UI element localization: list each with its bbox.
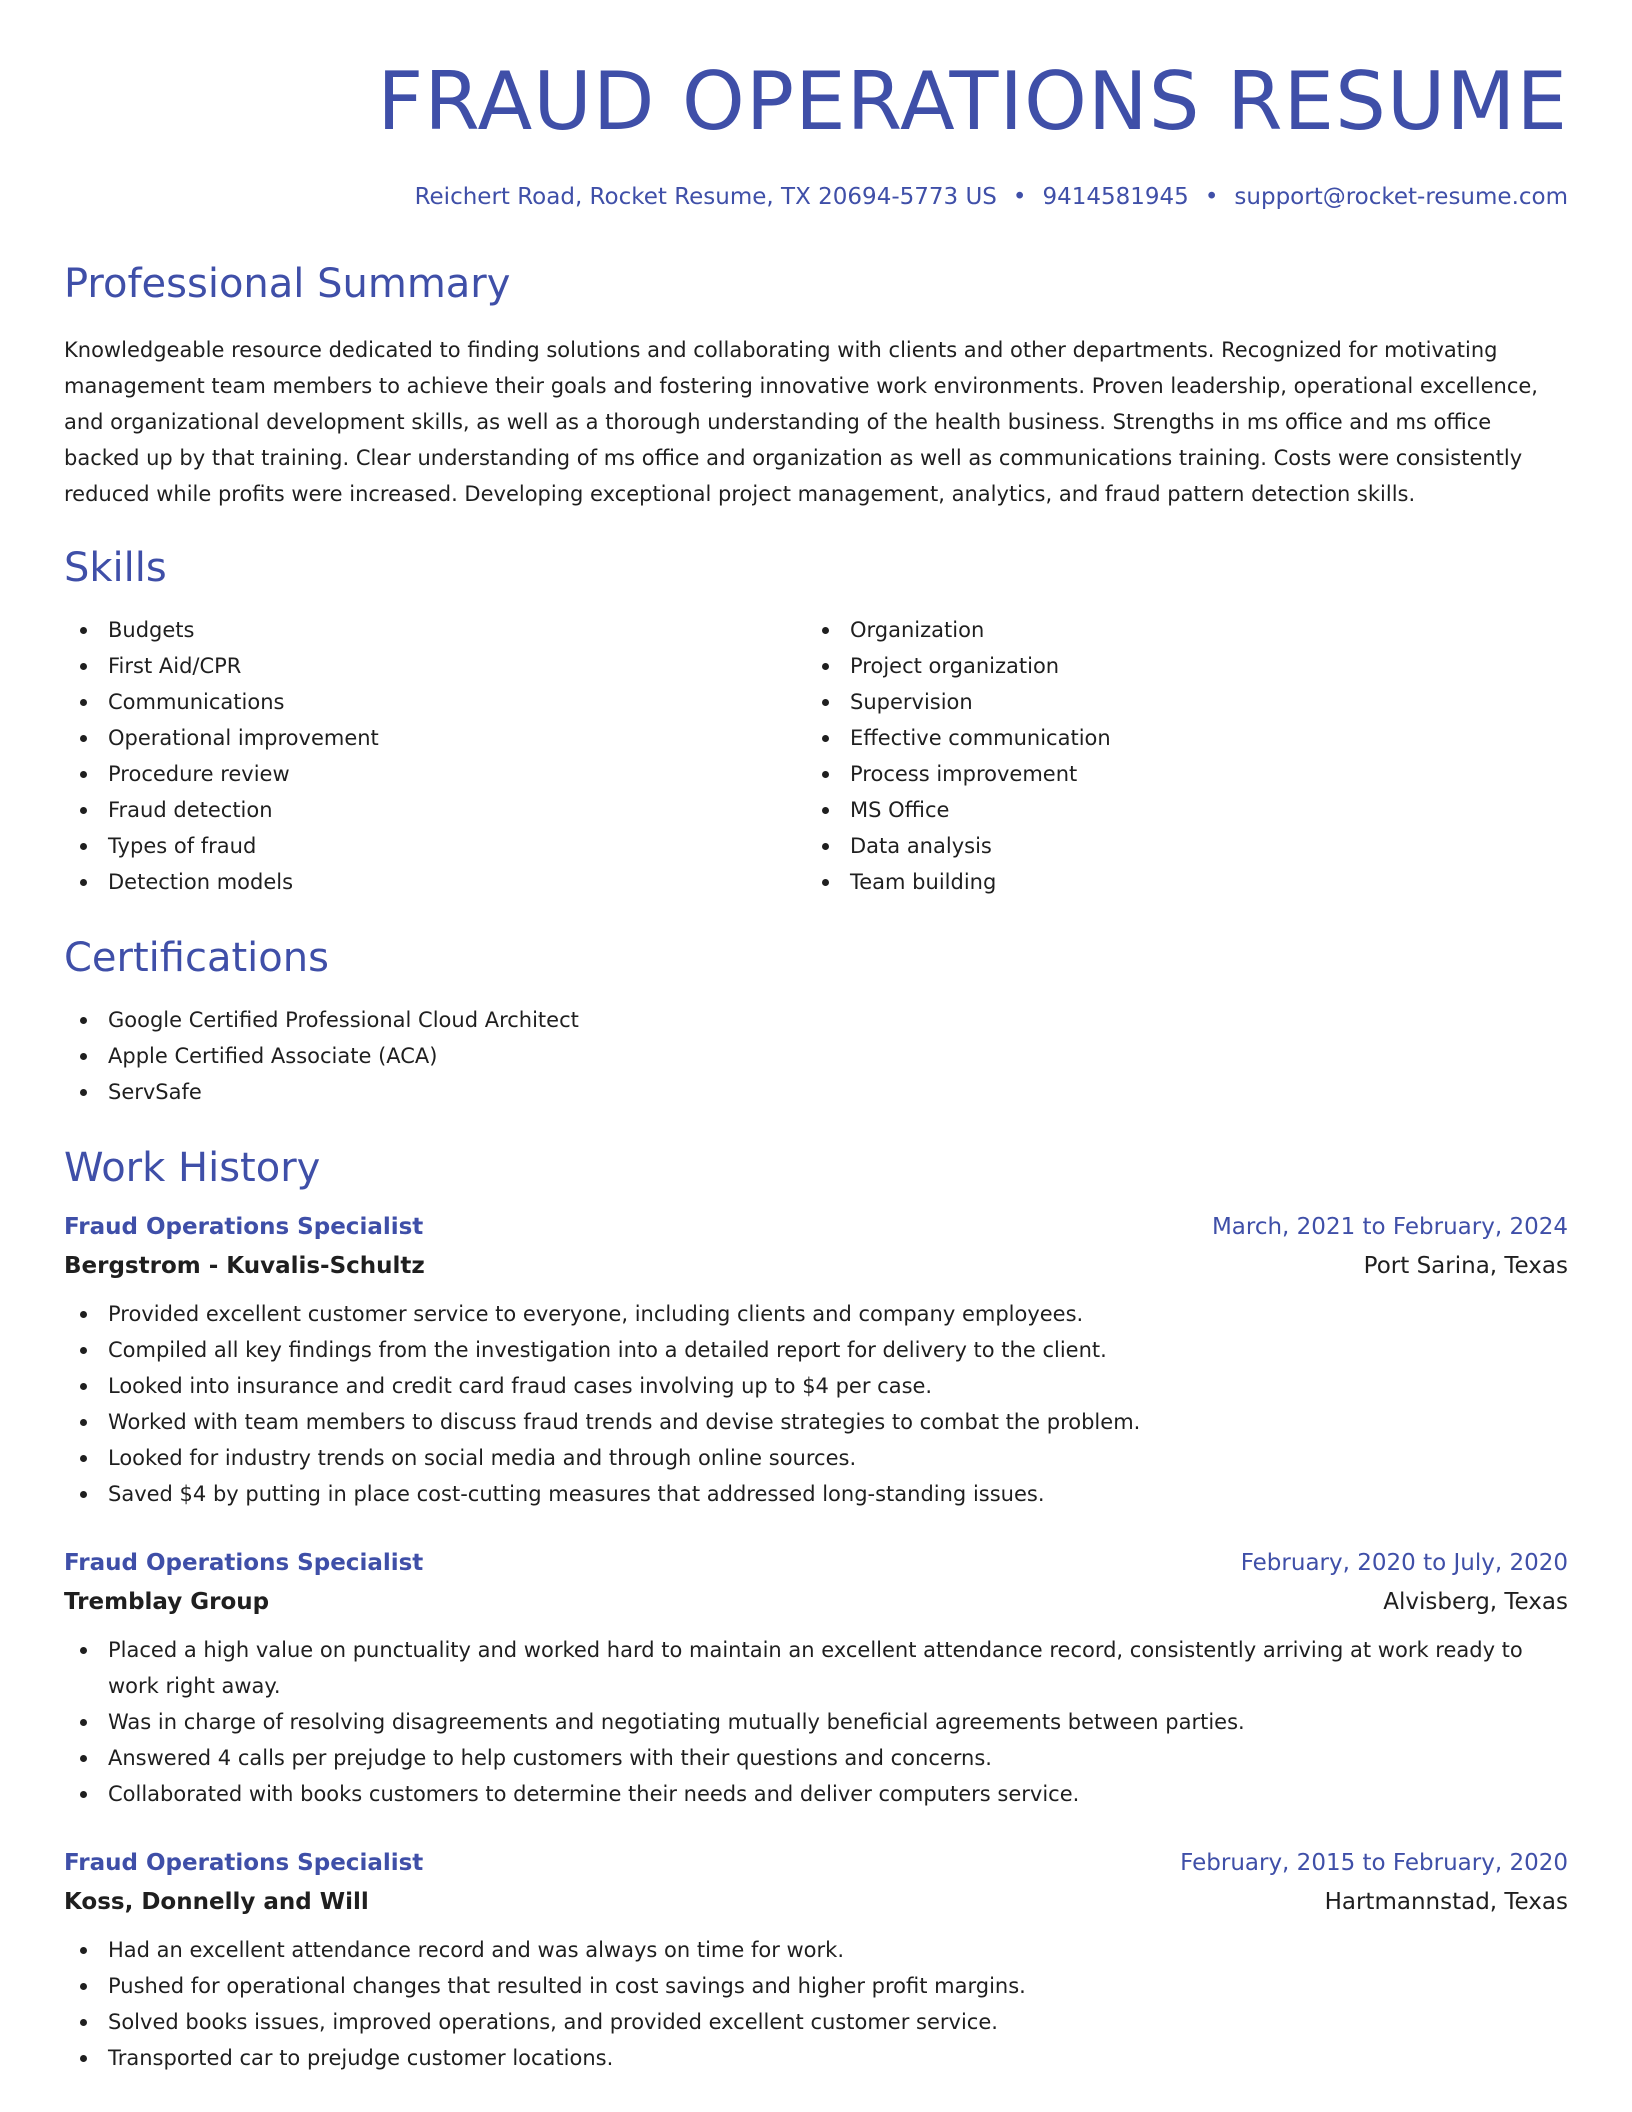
skill-item: Fraud detection xyxy=(64,792,806,828)
skills-column-right xyxy=(806,612,1548,900)
skill-item: MS Office xyxy=(806,792,1548,828)
job-bullets xyxy=(64,1296,1568,1512)
job-entry xyxy=(64,1852,1568,2076)
job-location: Alvisberg, Texas xyxy=(1383,1589,1568,1615)
skill-item: Organization xyxy=(806,612,1548,648)
job-bullet: Looked for industry trends on social media and through online sources. xyxy=(64,1440,1568,1476)
skill-item: Process improvement xyxy=(806,756,1548,792)
job-bullet: Placed a high value on punctuality and worked hard to maintain an excellent attendance record, consistently arriving at work ready to work right away. xyxy=(64,1632,1568,1704)
skill-item: Operational improvement xyxy=(64,720,806,756)
job-bullet: Pushed for operational changes that resulted in cost savings and higher profit margins. xyxy=(64,1968,1568,2004)
summary-heading: Professional Summary xyxy=(64,261,511,307)
job-dates: February, 2015 to February, 2020 xyxy=(1180,1850,1568,1876)
job-bullet: Collaborated with books customers to determine their needs and deliver computers service. xyxy=(64,1776,1568,1812)
work-history-heading: Work History xyxy=(64,1145,321,1191)
skill-item: Project organization xyxy=(806,648,1548,684)
job-bullet: Answered 4 calls per prejudge to help customers with their questions and concerns. xyxy=(64,1740,1568,1776)
job-bullet: Had an excellent attendance record and was always on time for work. xyxy=(64,1932,1568,1968)
job-title: Fraud Operations Specialist xyxy=(64,1214,424,1240)
skill-item: Budgets xyxy=(64,612,806,648)
job-bullet: Solved books issues, improved operations, and provided excellent customer service. xyxy=(64,2004,1568,2040)
skill-item: Effective communication xyxy=(806,720,1548,756)
skill-item: Communications xyxy=(64,684,806,720)
skill-item: Types of fraud xyxy=(64,828,806,864)
job-entry xyxy=(64,1552,1568,1812)
skills-grid xyxy=(64,612,1568,900)
job-location: Port Sarina, Texas xyxy=(1363,1253,1568,1279)
job-bullets xyxy=(64,1632,1568,1812)
skill-item: Supervision xyxy=(806,684,1548,720)
job-bullet: Was in charge of resolving disagreements and negotiating mutually beneficial agreements between parties. xyxy=(64,1704,1568,1740)
job-location: Hartmannstad, Texas xyxy=(1324,1889,1568,1915)
skill-item: Data analysis xyxy=(806,828,1548,864)
job-bullet: Provided excellent customer service to everyone, including clients and company employees. xyxy=(64,1296,1568,1332)
contact-address: Reichert Road, Rocket Resume, TX 20694-5773 US xyxy=(414,184,997,210)
certifications-list xyxy=(64,1002,1568,1110)
contact-phone: 9414581945 xyxy=(1042,184,1189,210)
contact-separator: • xyxy=(1204,184,1219,210)
job-bullets xyxy=(64,1932,1568,2076)
certifications-heading: Certifications xyxy=(64,935,329,981)
job-title: Fraud Operations Specialist xyxy=(64,1550,424,1576)
job-bullet: Worked with team members to discuss fraud trends and devise strategies to combat the problem. xyxy=(64,1404,1568,1440)
job-company: Tremblay Group xyxy=(64,1589,270,1615)
skill-item: Detection models xyxy=(64,864,806,900)
certification-item: Apple Certified Associate (ACA) xyxy=(64,1038,1568,1074)
contact-separator: • xyxy=(1012,184,1027,210)
skill-item: Procedure review xyxy=(64,756,806,792)
job-company: Koss, Donnelly and Will xyxy=(64,1889,369,1915)
contact-email[interactable]: support@rocket-resume.com xyxy=(1234,184,1568,210)
contact-line xyxy=(64,186,1568,209)
job-bullet: Saved $4 by putting in place cost-cutting measures that addressed long-standing issues. xyxy=(64,1476,1568,1512)
job-dates: February, 2020 to July, 2020 xyxy=(1240,1550,1568,1576)
job-bullet: Looked into insurance and credit card fraud cases involving up to $4 per case. xyxy=(64,1368,1568,1404)
summary-text: Knowledgeable resource dedicated to finding solutions and collaborating with clients and other departments. Recognized for motivating management team members to achieve their goals and fostering innovative work environments. Proven leadership, operational excellence, and organizational development skills, as well as a thorough understanding of the health business. Strengths in ms office and ms office backed up by that training. Clear understanding of ms office and organization as well as communications training. Costs were consistently reduced while profits were increased. Developing exceptional project management, analytics, and fraud pattern detection skills. xyxy=(64,338,1538,506)
job-dates: March, 2021 to February, 2024 xyxy=(1211,1214,1568,1240)
resume-title: FRAUD OPERATIONS RESUME xyxy=(377,55,1568,148)
skills-column-left xyxy=(64,612,806,900)
job-bullet: Transported car to prejudge customer locations. xyxy=(64,2040,1568,2076)
job-entry xyxy=(64,1216,1568,1512)
job-bullet: Compiled all key findings from the investigation into a detailed report for delivery to the client. xyxy=(64,1332,1568,1368)
skill-item: Team building xyxy=(806,864,1548,900)
skill-item: First Aid/CPR xyxy=(64,648,806,684)
job-company: Bergstrom - Kuvalis-Schultz xyxy=(64,1253,425,1279)
skills-heading: Skills xyxy=(64,545,167,591)
job-title: Fraud Operations Specialist xyxy=(64,1850,424,1876)
certification-item: Google Certified Professional Cloud Architect xyxy=(64,1002,1568,1038)
certification-item: ServSafe xyxy=(64,1074,1568,1110)
